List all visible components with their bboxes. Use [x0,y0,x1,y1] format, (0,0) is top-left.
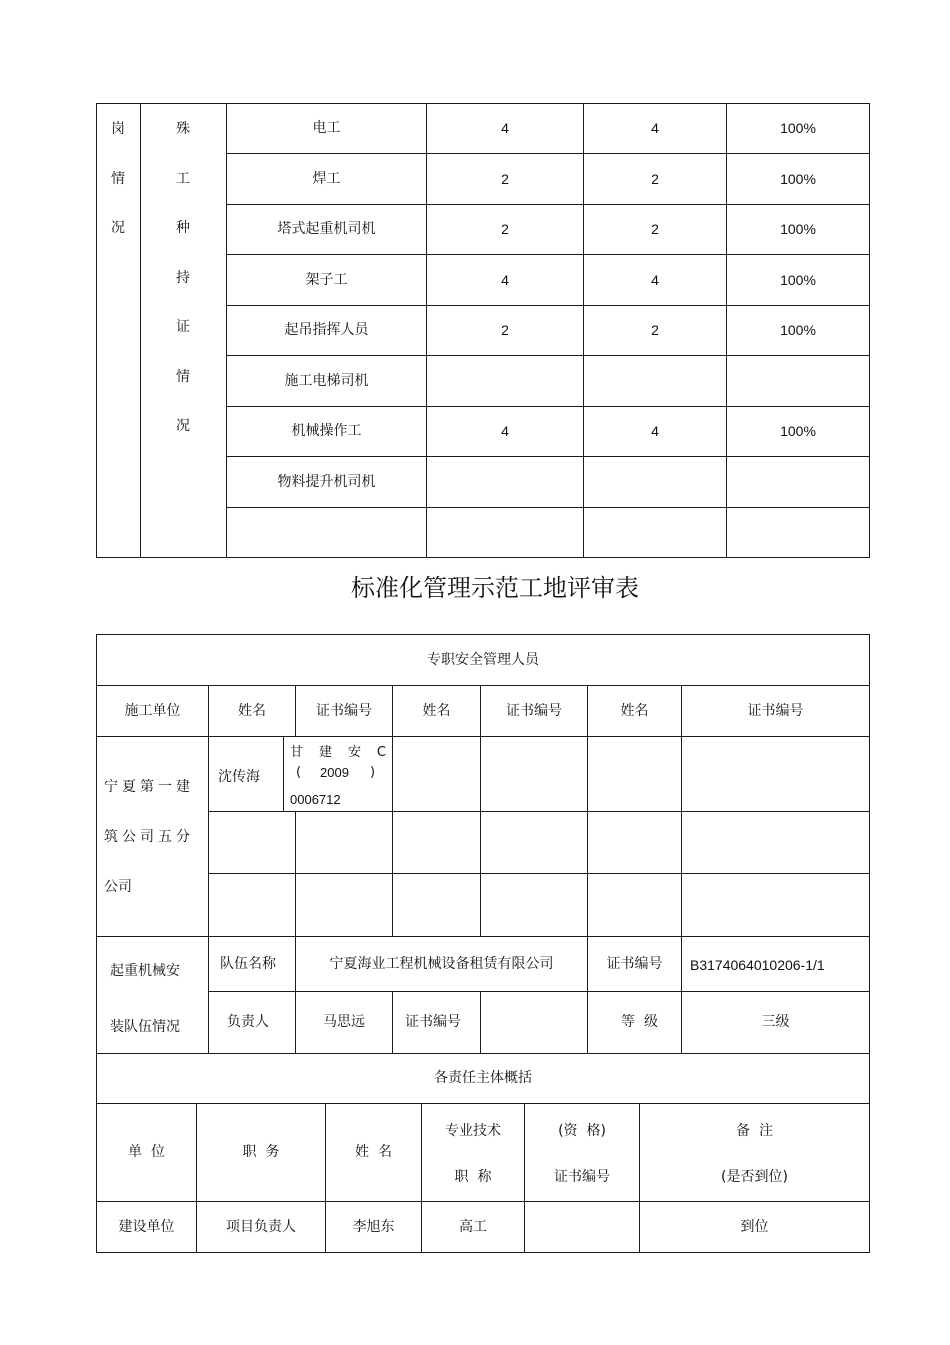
resp-header-unit: 单 位 [128,1144,165,1161]
resp-header-qual [525,1104,639,1200]
resp-header-qual-line: 证书编号 [554,1169,610,1185]
header-cert-1: 证书编号 [316,702,372,719]
certified-count: 4 [651,423,659,440]
certified-count [584,508,726,557]
construction-unit [104,762,204,912]
resp-header-title [422,1104,524,1200]
header-unit: 施工单位 [124,702,181,719]
trade-name: 焊工 [312,170,341,187]
label-char: 种 [176,220,190,236]
label-char: 持 [176,269,190,286]
resp-header-remark [640,1104,869,1200]
post-status-label [96,118,140,267]
certified-rate [727,356,869,406]
label-char: 况 [111,220,125,236]
certified-count [584,356,726,406]
cert-line-2-open: ( [296,765,302,780]
certified-count: 2 [651,322,659,339]
label-char: 岗 [111,121,125,137]
trade-name: 架子工 [305,271,348,288]
resp-post: 项目负责人 [226,1218,296,1235]
leader-cert-value [481,992,587,1053]
resp-unit: 建设单位 [118,1218,175,1235]
required-count: 2 [501,322,509,339]
safety-officer-name: 沈传海 [218,769,260,785]
grade-value: 三级 [761,1014,790,1031]
certified-rate: 100% [780,221,816,238]
required-count [427,508,583,557]
leader-label: 负责人 [227,1014,269,1031]
header-name-3: 姓名 [620,702,649,719]
certified-rate [727,508,869,557]
crane-team-label [110,957,180,1041]
certified-rate: 100% [780,322,816,339]
resp-remark: 到位 [740,1218,769,1235]
unit-line: 筑公司五分 [104,829,194,845]
resp-qual [525,1202,639,1252]
label-char: 工 [176,170,190,187]
trade-name: 电工 [312,120,341,137]
required-count: 4 [501,120,509,137]
cert-line-2-year: 2009 [320,765,349,780]
resp-header-title-line: 职 称 [454,1169,492,1185]
resp-name: 李旭东 [352,1218,395,1235]
leader-value: 马思远 [323,1014,365,1031]
certified-count: 4 [651,271,659,288]
required-count [427,457,583,507]
certified-count [584,457,726,507]
label-char: 证 [176,319,190,335]
required-count: 4 [501,271,509,288]
crane-label-line: 起重机械安 [110,963,180,979]
trade-name: 塔式起重机司机 [277,221,376,238]
trade-name: 起吊指挥人员 [284,322,369,339]
trade-name: 施工电梯司机 [284,372,369,389]
team-cert-value: B3174064010206-1/1 [690,957,825,973]
cert-line-2-close: ) [370,765,376,780]
header-cert-3: 证书编号 [747,702,804,719]
certified-count: 2 [651,221,659,238]
certified-rate: 100% [780,170,816,187]
team-name-label: 队伍名称 [220,955,276,972]
required-count [427,356,583,406]
resp-header-post: 职 务 [242,1144,280,1161]
resp-header-name: 姓 名 [355,1144,392,1161]
cert-line-1: 甘 建 安 C [290,745,386,760]
header-cert-2: 证书编号 [506,702,562,719]
resp-header-title-line: 专业技术 [445,1123,501,1139]
page-title: 标准化管理示范工地评审表 [351,574,639,602]
label-char: 情 [176,368,190,385]
certified-count: 4 [651,120,659,137]
unit-line: 公司 [104,879,132,895]
resp-header-remark-line: 备 注 [736,1123,773,1139]
label-char: 殊 [176,121,190,137]
leader-cert-label: 证书编号 [405,1014,461,1031]
section-responsibility: 各责任主体概括 [434,1070,532,1087]
resp-header-qual-line: (资 格) [558,1123,606,1139]
grade-label: 等 级 [621,1014,658,1031]
header-name-2: 姓名 [422,702,451,719]
trade-name: 机械操作工 [291,423,362,440]
required-count: 2 [501,170,509,187]
unit-line: 宁夏第一建 [104,779,194,795]
label-char: 情 [111,170,125,187]
trade-name [227,508,426,557]
certified-rate [727,457,869,507]
label-char: 况 [176,418,190,434]
header-name-1: 姓名 [238,702,266,719]
team-name-value: 宁夏海业工程机械设备租赁有限公司 [329,955,554,972]
special-trade-label [140,118,226,465]
certified-rate: 100% [780,271,816,288]
certified-rate: 100% [780,120,816,137]
required-count: 2 [501,221,509,238]
resp-header-remark-line: (是否到位) [721,1169,788,1185]
resp-title: 高工 [459,1218,487,1235]
required-count: 4 [501,423,509,440]
team-cert-label: 证书编号 [606,955,663,972]
trade-name: 物料提升机司机 [277,473,376,490]
cert-line-3: 0006712 [290,792,341,807]
certified-count: 2 [651,170,659,187]
section-safety-staff: 专职安全管理人员 [427,651,539,668]
certified-rate: 100% [780,423,816,440]
crane-label-line: 装队伍情况 [110,1019,180,1035]
